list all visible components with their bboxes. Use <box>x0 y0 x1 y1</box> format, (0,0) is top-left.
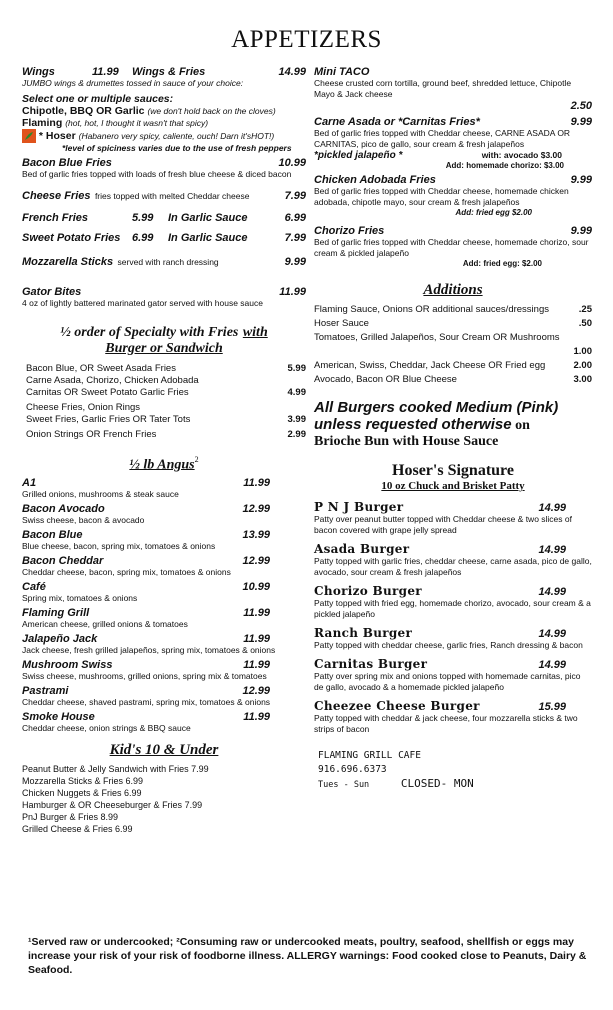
burger-note-line3: Brioche Bun with House Sauce <box>314 434 499 449</box>
right-column <box>314 66 592 792</box>
wings-fries-name: Wings & Fries <box>132 66 206 78</box>
cafe-name: FLAMING GRILL CAFE <box>318 750 421 761</box>
kids-item: Hamburger & OR Cheeseburger & Fries 7.99 <box>22 800 203 811</box>
sauce-1-label: Chipotle, BBQ OR Garlic <box>22 105 145 117</box>
burger-note-line2a: unless requested otherwise <box>314 416 512 433</box>
angus-item-row <box>22 581 306 593</box>
signature-item-name: P N J Burger <box>314 500 404 514</box>
angus-item-desc: Cheddar cheese, shaved pastrami, spring mix, tomatoes & onions <box>22 697 271 708</box>
signature-subtitle: 10 oz Chuck and Brisket Patty <box>381 480 525 492</box>
mozz-text <box>22 252 219 270</box>
item-desc: Bed of garlic fries topped with Cheddar cheese, homemade chicken adobada, chipotle mayo, sour cream & fresh jalapeños <box>314 186 569 207</box>
angus-item-desc: Cheddar cheese, onion strings & BBQ sauce <box>22 723 191 734</box>
burger-note-line2b: on <box>511 418 530 433</box>
mozz-desc: served with ranch dressing <box>117 257 219 267</box>
angus-title: ½ lb Angus <box>129 457 195 473</box>
wings-desc: JUMBO wings & drumettes tossed in sauce of your choice: <box>22 78 244 88</box>
item-name: Chorizo Fries <box>314 225 385 237</box>
addition-text: Tomatoes, Grilled Jalapeños, Sour Cream OR Mushrooms <box>314 332 560 343</box>
angus-item <box>22 555 306 578</box>
sauce-1-note: (we don't hold back on the cloves) <box>147 106 276 116</box>
wings-fries-price: 14.99 <box>278 66 306 78</box>
chicken-adobada-fries <box>314 174 592 217</box>
angus-item-price: 12.99 <box>242 555 270 568</box>
angus-item-name: Bacon Blue <box>22 529 83 542</box>
item-row <box>314 174 592 186</box>
angus-item <box>22 711 306 734</box>
signature-item-row <box>314 657 592 671</box>
addition-price: 2.00 <box>573 360 592 371</box>
angus-item <box>22 659 306 682</box>
sauce-3-label: * Hoser <box>38 129 76 142</box>
signature-title: Hoser's Signature <box>392 462 514 479</box>
chorizo-fries <box>314 225 592 268</box>
cheese-fries-name: Cheese Fries <box>22 190 91 202</box>
gator-price: 11.99 <box>279 286 306 298</box>
addition-text: Avocado, Bacon OR Blue Cheese <box>314 374 457 385</box>
angus-item-price: 10.99 <box>242 581 270 594</box>
kids-item: Mozzarella Sticks & Fries 6.99 <box>22 776 144 787</box>
signature-item-row <box>314 542 592 556</box>
kids-title: Kid's 10 & Under <box>109 742 219 759</box>
signature-item <box>314 699 592 735</box>
angus-item-desc: Cheddar cheese, bacon, spring mix, tomatoes & onions <box>22 567 231 578</box>
angus-item-desc: Blue cheese, bacon, spring mix, tomatoes & onions <box>22 541 216 552</box>
angus-heading <box>22 455 306 473</box>
signature-item-name: Chorizo Burger <box>314 584 422 598</box>
mini-taco <box>314 66 592 112</box>
angus-item <box>22 607 306 630</box>
angus-item-price: 11.99 <box>243 633 270 646</box>
sauce-1 <box>22 105 306 117</box>
angus-item-desc: Swiss cheese, bacon & avocado <box>22 515 145 526</box>
signature-item-price: 14.99 <box>538 544 566 556</box>
signature-item <box>314 542 592 578</box>
angus-item-row <box>22 659 306 671</box>
cafe-closed: CLOSED- MON <box>400 777 474 790</box>
half-order-heading <box>22 323 306 341</box>
sweet-fries-garlic: In Garlic Sauce <box>168 232 248 244</box>
gator-name: Gator Bites <box>22 286 82 298</box>
signature-item-desc: Patty topped with garlic fries, cheddar cheese, carne asada, pico de gallo, avocado, sour cream & fresh jalapeños <box>314 556 592 577</box>
cheese-fries-price: 7.99 <box>284 190 306 202</box>
mozz-name: Mozzarella Sticks <box>22 256 114 268</box>
angus-item <box>22 529 306 552</box>
chili-pepper-icon <box>22 129 36 143</box>
additions-list <box>314 303 592 387</box>
sauce-2-label: Flaming <box>22 117 63 129</box>
kids-item: Peanut Butter & Jelly Sandwich with Fries 7.99 <box>22 764 209 775</box>
angus-item-name: Café <box>22 581 46 594</box>
angus-item-price: 13.99 <box>242 529 270 542</box>
signature-item-price: 14.99 <box>538 659 566 671</box>
angus-item <box>22 581 306 604</box>
half-order-row-text: Bacon Blue, OR Sweet Asada Fries <box>26 363 176 374</box>
signature-item-price: 14.99 <box>538 628 566 640</box>
french-fries-garlic-price: 6.99 <box>284 212 306 224</box>
cafe-phone: 916.696.6373 <box>318 764 387 775</box>
kids-item: PnJ Burger & Fries 8.99 <box>22 812 119 823</box>
angus-item <box>22 477 306 500</box>
spice-note: *level of spiciness varies due to the use of fresh peppers <box>62 143 292 153</box>
angus-item-name: Pastrami <box>22 685 69 698</box>
gator-row <box>22 286 306 298</box>
addition-row <box>314 331 592 345</box>
angus-item-row <box>22 529 306 541</box>
half-order-row <box>26 387 306 399</box>
angus-item <box>22 685 306 708</box>
angus-item-price: 11.99 <box>243 659 270 672</box>
bacon-blue-fries-row <box>22 157 306 169</box>
item-extra: with: avocado $3.00 <box>481 150 562 160</box>
half-order-row-text: Cheese Fries, Onion Rings <box>26 402 141 413</box>
angus-item-row <box>22 711 306 723</box>
angus-item-price: 12.99 <box>242 503 270 516</box>
left-column <box>22 66 306 835</box>
mozz-price: 9.99 <box>284 256 306 268</box>
half-order-title: ½ order of Specialty with Fries <box>60 325 239 340</box>
sauce-select: Select one or multiple sauces: <box>22 93 174 105</box>
half-order-row-price: 5.99 <box>287 363 306 374</box>
sauce-2 <box>22 117 306 129</box>
kids-list <box>22 763 306 835</box>
cafe-hours: Tues - Sun <box>318 780 370 790</box>
half-order-with: with <box>242 325 268 340</box>
angus-item-row <box>22 633 306 645</box>
bacon-blue-fries-desc: Bed of garlic fries topped with loads of fresh blue cheese & diced bacon <box>22 169 292 179</box>
item-desc: Bed of garlic fries topped with Cheddar cheese, homemade chorizo, sour cream & pickled jalapeño <box>314 237 589 258</box>
addition-price: 3.00 <box>573 374 592 385</box>
angus-item-row <box>22 555 306 567</box>
burger-note <box>314 399 592 450</box>
item-extra: Add: fried egg $2.00 <box>455 208 532 217</box>
kids-item: Grilled Cheese & Fries 6.99 <box>22 824 133 835</box>
half-order-row <box>26 414 306 426</box>
half-order-row-price: 2.99 <box>287 429 306 440</box>
burger-note-line1: All Burgers cooked Medium (Pink) <box>314 399 559 416</box>
bacon-blue-fries-name: Bacon Blue Fries <box>22 157 112 169</box>
half-order-title-2: Burger or Sandwich <box>105 341 223 356</box>
addition-price: .50 <box>578 318 592 329</box>
sweet-fries-garlic-price: 7.99 <box>284 232 306 244</box>
signature-item-desc: Patty topped with fried egg, homemade chorizo, avocado, sour cream & a pickled jalapeño <box>314 598 591 619</box>
bacon-blue-fries-price: 10.99 <box>278 157 306 169</box>
item-price: 2.50 <box>570 100 592 112</box>
signature-item-desc: Patty topped with cheddar & jack cheese, four mozzarella sticks & two strips of bacon <box>314 713 578 734</box>
signature-item-name: Carnitas Burger <box>314 657 428 671</box>
additions-title: Additions <box>423 282 483 298</box>
angus-item-name: Mushroom Swiss <box>22 659 113 672</box>
addition-text: American, Swiss, Cheddar, Jack Cheese OR Fried egg <box>314 360 546 371</box>
angus-item-desc: Spring mix, tomatoes & onions <box>22 593 138 604</box>
half-order-row <box>26 402 306 414</box>
signature-item-price: 15.99 <box>538 701 566 713</box>
half-order-row-text: Carne Asada, Chorizo, Chicken Adobada <box>26 375 199 386</box>
angus-item-name: Smoke House <box>22 711 95 724</box>
item-extra-row <box>314 150 592 161</box>
angus-item-price: 11.99 <box>243 607 270 620</box>
signature-item-row <box>314 584 592 598</box>
angus-item-price: 11.99 <box>243 477 270 490</box>
item-desc: Bed of garlic fries topped with Cheddar cheese, CARNE ASADA OR CARNITAS, pico de gallo, sour cream & fresh jalapeños <box>314 128 571 149</box>
addition-price: 1.00 <box>573 346 592 357</box>
addition-price: .25 <box>578 304 592 315</box>
item-extra: Add: homemade chorizo: $3.00 <box>445 161 564 170</box>
cheese-fries-text <box>22 186 249 204</box>
signature-item-row <box>314 699 592 713</box>
signature-list <box>314 500 592 735</box>
signature-item <box>314 584 592 620</box>
carne-asada-fries <box>314 116 592 170</box>
addition-row <box>314 303 592 317</box>
angus-item-name: Jalapeño Jack <box>22 633 98 646</box>
item-name: Mini TACO <box>314 66 370 78</box>
signature-item <box>314 626 592 651</box>
signature-item-name: Ranch Burger <box>314 626 413 640</box>
sauce-3-note: (Habanero very spicy, caliente, ouch! Darn it'sHOT!) <box>78 130 275 141</box>
angus-item-desc: Jack cheese, fresh grilled jalapeños, spring mix, tomatoes & onions <box>22 645 276 656</box>
french-fries-price: 5.99 <box>132 212 154 224</box>
half-order-list <box>22 363 306 441</box>
signature-item-price: 14.99 <box>538 586 566 598</box>
angus-item-name: Bacon Cheddar <box>22 555 104 568</box>
addition-row <box>314 345 592 359</box>
burger-note-line2 <box>314 416 592 434</box>
sweet-fries-name: Sweet Potato Fries <box>22 232 121 244</box>
signature-item <box>314 500 592 536</box>
signature-item-desc: Patty over peanut butter topped with Cheddar cheese & two slices of bacon covered with grape jelly spread <box>314 514 572 535</box>
half-order-row-text: Carnitas OR Sweet Potato Garlic Fries <box>26 387 189 398</box>
angus-item-row <box>22 477 306 489</box>
french-fries-row <box>22 212 306 224</box>
kids-item: Chicken Nuggets & Fries 6.99 <box>22 788 142 799</box>
item-row <box>314 225 592 237</box>
item-name: Chicken Adobada Fries <box>314 174 436 186</box>
item-extra: Add: fried egg: $2.00 <box>462 259 542 268</box>
sauce-3 <box>22 129 306 143</box>
angus-item-row <box>22 503 306 515</box>
angus-item <box>22 503 306 526</box>
angus-item-name: Bacon Avocado <box>22 503 105 516</box>
angus-sup: 2 <box>194 455 199 464</box>
french-fries-garlic: In Garlic Sauce <box>168 212 248 224</box>
angus-item-desc: American cheese, grilled onions & tomatoes <box>22 619 188 630</box>
angus-item-price: 12.99 <box>242 685 270 698</box>
item-row <box>314 116 592 128</box>
half-order-row-price: 3.99 <box>287 414 306 425</box>
cheese-fries-desc: fries topped with melted Cheddar cheese <box>94 191 250 201</box>
half-order-row <box>26 429 306 441</box>
signature-item-desc: Patty over spring mix and onions topped with homemade carnitas, pico de gallo, avocado & a homemade pickled jalapeño <box>314 671 581 692</box>
sweet-fries-row <box>22 232 306 244</box>
half-order-row <box>26 363 306 375</box>
mozz-row <box>22 252 306 270</box>
angus-item-price: 11.99 <box>243 711 270 724</box>
half-order-row-text: Sweet Fries, Garlic Fries OR Tater Tots <box>26 414 191 425</box>
gator-desc: 4 oz of lightly battered marinated gator served with house sauce <box>22 298 263 308</box>
signature-item <box>314 657 592 693</box>
cafe-info <box>314 749 592 792</box>
half-order-row-text: Onion Strings OR French Fries <box>26 429 157 440</box>
addition-text: Hoser Sauce <box>314 318 369 329</box>
wings-price: 11.99 <box>92 66 119 78</box>
cheese-fries-row <box>22 186 306 204</box>
page-title: APPETIZERS <box>231 26 382 53</box>
signature-item-row <box>314 500 592 514</box>
french-fries-name: French Fries <box>22 212 89 224</box>
angus-item <box>22 633 306 656</box>
sweet-fries-price: 6.99 <box>132 232 154 244</box>
sauce-2-note: (hot, hot, I thought it wasn't that spicy) <box>65 118 209 128</box>
cafe-hours-row <box>318 777 592 792</box>
item-name: Carne Asada or *Carnitas Fries* <box>314 116 480 128</box>
angus-item-desc: Swiss cheese, mushrooms, grilled onions, spring mix & tomatoes <box>22 671 267 682</box>
angus-item-desc: Grilled onions, mushrooms & steak sauce <box>22 489 179 500</box>
signature-item-price: 14.99 <box>538 502 566 514</box>
item-desc: Cheese crusted corn tortilla, ground beef, shredded lettuce, Chipotle Mayo & Jack cheese <box>314 78 572 99</box>
signature-item-row <box>314 626 592 640</box>
signature-item-name: Asada Burger <box>314 542 410 556</box>
angus-item-row <box>22 607 306 619</box>
item-price: 9.99 <box>570 116 592 128</box>
angus-item-row <box>22 685 306 697</box>
footnote: ¹Served raw or undercooked; ²Consuming raw or undercooked meats, poultry, seafood, shellfish or eggs may increase your risk of your risk of foodborne illness. ALLERGY warnings: Food cooked close to Peanuts, Dairy & Seafood. <box>28 936 587 976</box>
angus-list <box>22 477 306 734</box>
item-extra: *pickled jalapeño * <box>314 150 403 161</box>
signature-item-name: Cheezee Cheese Burger <box>314 699 480 713</box>
half-order-row-price: 4.99 <box>287 387 306 398</box>
signature-item-desc: Patty topped with cheddar cheese, garlic fries, Ranch dressing & bacon <box>314 640 583 650</box>
addition-row <box>314 359 592 373</box>
addition-row <box>314 373 592 387</box>
addition-text: Flaming Sauce, Onions OR additional sauces/dressings <box>314 304 549 315</box>
angus-item-name: Flaming Grill <box>22 607 90 620</box>
angus-item-name: A1 <box>22 477 37 490</box>
item-price: 9.99 <box>570 174 592 186</box>
wings-row <box>22 66 306 78</box>
wings-name: Wings <box>22 66 55 78</box>
addition-row <box>314 317 592 331</box>
item-price: 9.99 <box>570 225 592 237</box>
half-order-row <box>26 375 306 387</box>
